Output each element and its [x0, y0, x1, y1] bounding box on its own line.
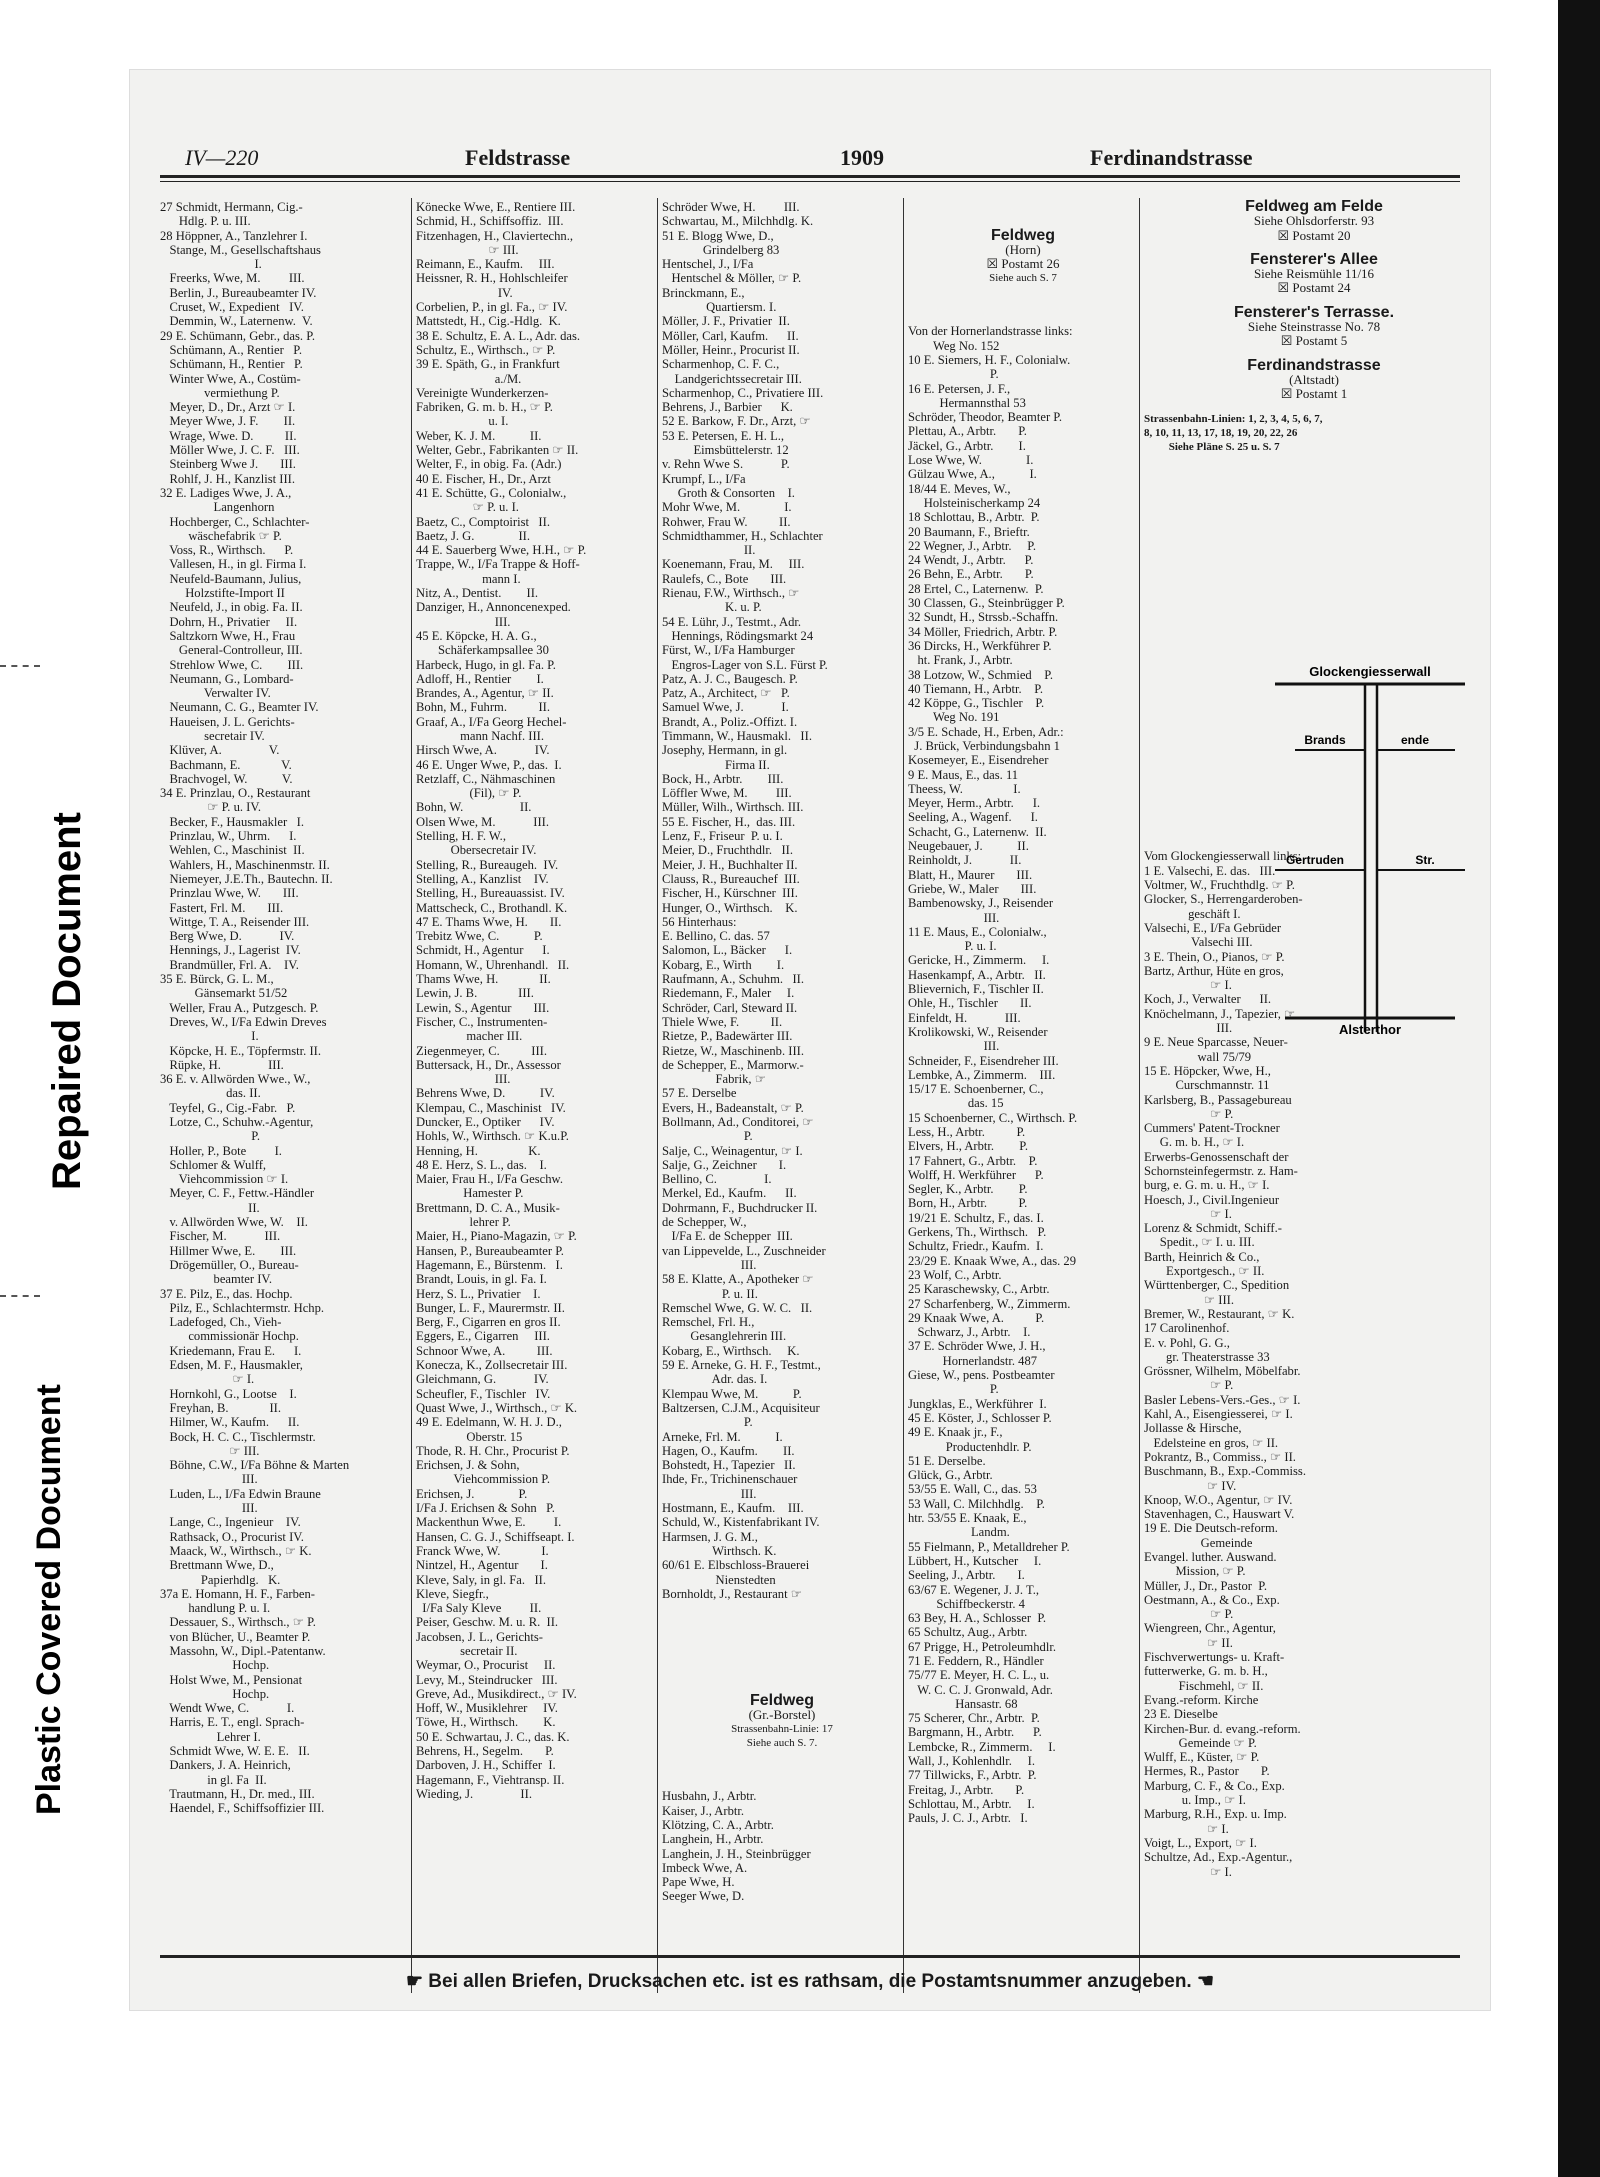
footer-text: Bei allen Briefen, Drucksachen etc. ist es rathsam, die Postamtsnummer anzugeben. — [428, 1971, 1192, 1992]
bottom-margin — [130, 2060, 1490, 2177]
postamt-label: ☒ Postamt 5 — [1280, 333, 1348, 349]
box-line: Siehe Steinstrasse No. 78 — [1247, 319, 1381, 335]
box-title: Feldweg am Felde — [1245, 198, 1383, 215]
cut-line — [0, 1295, 40, 1297]
column-4 — [908, 200, 1138, 1990]
map-label-str: Str. — [1415, 853, 1435, 867]
feldweg-horn-box — [908, 226, 1138, 286]
page-number: IV—220 — [185, 145, 259, 170]
box-line: Siehe auch S. 7. — [746, 1737, 818, 1750]
box-line: Siehe Reismühle 11/16 — [1253, 266, 1375, 282]
left-street-heading: Feldstrasse — [465, 145, 571, 170]
header-rule-thin — [160, 181, 1460, 182]
street-map — [1265, 660, 1475, 1040]
pointing-hand-icon: ☛ — [405, 1971, 429, 1992]
box-line: (Altstadt) — [1289, 371, 1339, 387]
column-3-gr-borstel — [662, 1665, 902, 1904]
plastic-covered-label: Plastic Covered Document — [30, 1384, 68, 1815]
column-3: Schröder Wwe, H. III. Schwartau, M., Milchhdlg. K. 51 E. Blogg Wwe, D., Grindelberg 83 Hentschel, J., I/Fa Hentschel & Möller, ☞ P. Brinckmann, E., Quartiersm. I. Möller, J. F., Privatier II. Möller, Carl, Kaufm. II. Möller, Heinr., Procurist II. Scharmenhop, C. F. C., Landgerichtssecretair III. Scharmenhop, C., Privatiere III. Behrens, J., Barbier K. 52 E. Barkow, F. Dr., Arzt, ☞ 53 E. Petersen, E. H. L., Eimsbüttelerstr. 12 v. Rehn Wwe S. P. Krumpf, L., I/Fa Groth & Consorten I. Mohr Wwe, M. I. Rohwer, Frau W. II. Schmidthammer, H., Schlachter II. Koenemann, Frau, M. III. Raulefs, C., Bote III. Rienau, F.W., Wirthsch., ☞ K. u. P. 54 E. Lühr, J., Testmt., Adr. Hennings, Rödingsmarkt 24 Fürst, W., I/Fa Hamburger Engros-Lager von S.L. Fürst P. Patz, A. J. C., Baugesch. P. Patz, A., Architect, ☞ P. Samuel Wwe, J. I. Brandt, A., Poliz.-Offizt. I. Timmann, W., Hausmakl. II. Josephy, Hermann, in gl. Firma II. Bock, H., Arbtr. III. Löffler Wwe, M. III. Müller, Wilh., Wirthsch. III. 55 E. Fischer, H., das. III. Lenz, F., Friseur P. u. I. Meier, D., Fruchthdlr. II. Meier, J. H., Buchhalter II. Clauss, R., Bureauchef III. Fischer, H., Kürschner III. Hunger, O., Wirthsch. K. 56 Hinterhaus: E. Bellino, C. das. 57 Salomon, L., Bäcker I. Kobarg, E., Wirth I. Raufmann, A., Schuhm. II. Riedemann, F., Maler I. Schröder, Carl, Steward II. Thiele Wwe, F. II. Rietze, P., Badewärter III. Rietze, W., Maschinenb. III. de Schepper, E., Marmorw.- Fabrik, ☞ 57 E. Derselbe Evers, H., Badeanstalt, ☞ P. Bollmann, Ad., Conditorei, ☞ P. Salje, C., Weinagentur, ☞ I. Salje, G., Zeichner I. Bellino, C. I. Merkel, Ed., Kaufm. II. Dohrmann, F., Buchdrucker II. de Schepper, W., I/Fa E. de Schepper III. van Lippevelde, L., Zuschneider III. 58 E. Klatte, A., Apotheker ☞ P. u. II. Remschel Wwe, G. W. C. II. Remschel, Frl. H., Gesanglehrerin III. Kobarg, E., Wirthsch. K. 59 E. Arneke, G. H. F., Testmt., Adr. das. I. Klempau Wwe, M. P. Baltzersen, C.J.M., Acquisiteur P. Arneke, Frl. M. I. Hagen, O., Kaufm. II. Bohstedt, H., Tapezier II. Ihde, Fr., Trichinenschauer III. Hostmann, E., Kaufm. III. Schuld, W., Kistenfabrikant IV. Harmsen, J. G. M., Wirthsch. K. 60/61 E. Elbschloss-Brauerei Nienstedten Bornholdt, J., Restaurant ☞ — [662, 200, 828, 1601]
column-divider — [411, 198, 412, 1993]
footer-note — [160, 1970, 1460, 1993]
tram-lines: Strassenbahn-Linien: 1, 2, 3, 4, 5, 6, 7, 8, 10, 11, 13, 17, 18, 19, 20, 22, 26 Siehe Pläne S. 25 u. S. 7 — [1144, 412, 1323, 454]
box-line: Strassenbahn-Linie: 17 — [731, 1723, 833, 1736]
box-line: Siehe auch S. 7 — [989, 272, 1057, 285]
box-line: Siehe Ohlsdorferstr. 93 — [1253, 213, 1375, 229]
column-2: Könecke Wwe, E., Rentiere III. Schmid, H., Schiffsoffiz. III. Fitzenhagen, H., Claviertechn., ☞ III. Reimann, E., Kaufm. III. Heissner, R. H., Hohlschleifer IV. Corbelien, P., in gl. Fa., ☞ IV. Mattstedt, H., Cig.-Hdlg. K. 38 E. Schultz, E. A. L., Adr. das. Schultz, E., Wirthsch., ☞ P. 39 E. Späth, G., in Frankfurt a./M. Vereinigte Wunderkerzen- Fabriken, G. m. b. H., ☞ P. u. I. Weber, K. J. M. II. Welter, Gebr., Fabrikanten ☞ II. Welter, F., in obig. Fa. (Adr.) 40 E. Fischer, H., Dr., Arzt 41 E. Schütte, G., Colonialw., ☞ P. u. I. Baetz, C., Comptoirist II. Baetz, J. G. II. 44 E. Sauerberg Wwe, H.H., ☞ P. Trappe, W., I/Fa Trappe & Hoff- mann I. Nitz, A., Dentist. II. Danziger, H., Annoncenexped. III. 45 E. Köpcke, H. A. G., Schäferkampsallee 30 Harbeck, Hugo, in gl. Fa. P. Adloff, H., Rentier I. Brandes, A., Agentur, ☞ II. Bohn, M., Fuhrm. II. Graaf, A., I/Fa Georg Hechel- mann Nachf. III. Hirsch Wwe, A. IV. 46 E. Unger Wwe, P., das. I. Retzlaff, C., Nähmaschinen (Fil), ☞ P. Bohn, W. II. Olsen Wwe, M. III. Stelling, H. F. W., Obersecretair IV. Stelling, R., Bureaugeh. IV. Stelling, A., Kanzlist IV. Stelling, H., Bureauassist. IV. Mattscheck, C., Brothandl. K. 47 E. Thams Wwe, H. II. Trebitz Wwe, C. P. Schmidt, H., Agentur I. Homann, W., Uhrenhandl. II. Thams Wwe, H. II. Lewin, J. B. III. Lewin, S., Agentur III. Fischer, C., Instrumenten- macher III. Ziegenmeyer, C. III. Buttersack, H., Dr., Assessor III. Behrens Wwe, D. IV. Klempau, C., Maschinist IV. Duncker, E., Optiker IV. Hohls, W., Wirthsch. ☞ K.u.P. Henning, H. K. 48 E. Herz, S. L., das. I. Maier, Frau H., I/Fa Geschw. Hamester P. Brettmann, D. C. A., Musik- lehrer P. Maier, H., Piano-Magazin, ☞ P. Hansen, P., Bureaubeamter P. Hagemann, E., Bürstenm. I. Brandt, Louis, in gl. Fa. I. Herz, S. L., Privatier I. Bunger, L. F., Maurermstr. II. Berg, F., Cigarren en gros II. Eggers, E., Cigarren III. Schnoor Wwe, A. III. Konecza, K., Zollsecretair III. Gleichmann, G. IV. Scheufler, F., Tischler IV. Quast Wwe, J., Wirthsch., ☞ K. 49 E. Edelmann, W. H. J. D., Oberstr. 15 Thode, R. H. Chr., Procurist P. Erichsen, J. & Sohn, Viehcommission P. Erichsen, J. P. I/Fa J. Erichsen & Sohn P. Mackenthun Wwe, E. I. Hansen, C. G. J., Schiffseapt. I. Franck Wwe, W. I. Nintzel, H., Agentur I. Kleve, Saly, in gl. Fa. II. Kleve, Siegfr., I/Fa Saly Kleve II. Peiser, Geschw. M. u. R. II. Jacobsen, J. L., Gerichts- secretair II. Weymar, O., Procurist II. Levy, M., Steindrucker III. Greve, Ad., Musikdirect., ☞ IV. Hoff, W., Musiklehrer IV. Töwe, H., Wirthsch. K. 50 E. Schwartau, J. C., das. K. Behrens, H., Segelm. P. Darboven, J. H., Schiffer I. Hagemann, F., Viehtransp. II. Wieding, J. II. — [416, 200, 587, 1801]
postamt-label: ☒ Postamt 24 — [1277, 280, 1351, 296]
year-heading: 1909 — [840, 145, 884, 170]
map-label-ende: ende — [1400, 733, 1430, 747]
pointing-hand-icon: ☚ — [1191, 1971, 1215, 1992]
street-box — [1144, 200, 1484, 243]
header-rule — [160, 175, 1460, 178]
street-box — [1144, 303, 1484, 349]
street-box — [1144, 250, 1484, 296]
column-divider — [1139, 198, 1140, 1993]
directory-page — [130, 70, 1490, 2010]
page-header — [160, 145, 1460, 175]
box-subtitle: (Horn) — [1005, 241, 1041, 257]
page-edge — [1530, 0, 1600, 2177]
column-1: 27 Schmidt, Hermann, Cig.- Hdlg. P. u. III. 28 Höppner, A., Tanzlehrer I. Stange, M., Gesellschaftshaus I. Freerks, Wwe, M. III. Berlin, J., Bureaubeamter IV. Cruset, W., Expedient IV. Demmin, W., Laternenw. V. 29 E. Schümann, Gebr., das. P. Schümann, A., Rentier P. Schümann, H., Rentier P. Winter Wwe, A., Costüm- vermiethung P. Meyer, D., Dr., Arzt ☞ I. Meyer Wwe, J. F. II. Wrage, Wwe. D. II. Möller Wwe, J. C. F. III. Steinberg Wwe J. III. Rohlf, J. H., Kanzlist III. 32 E. Ladiges Wwe, J. A., Langenhorn Hochberger, C., Schlachter- wäschefabrik ☞ P. Voss, R., Wirthsch. P. Vallesen, H., in gl. Firma I. Neufeld-Baumann, Julius, Holzstifte-Import II Neufeld, J., in obig. Fa. II. Dohrn, H., Privatier II. Saltzkorn Wwe, H., Frau General-Controlleur, III. Strehlow Wwe, C. III. Neumann, G., Lombard- Verwalter IV. Neumann, C. G., Beamter IV. Haueisen, J. L. Gerichts- secretair IV. Klüver, A. V. Bachmann, E. V. Brachvogel, W. V. 34 E. Prinzlau, O., Restaurant ☞ P. u. IV. Becker, F., Hausmakler I. Prinzlau, W., Uhrm. I. Wehlen, C., Maschinist II. Wahlers, H., Maschinenmstr. II. Niemeyer, J.E.Th., Bautechn. II. Prinzlau Wwe, W. III. Fastert, Frl. M. III. Wittge, T. A., Reisender III. Berg Wwe, D. IV. Hennings, J., Lagerist IV. Brandmüller, Frl. A. IV. 35 E. Bürck, G. L. M., Gänsemarkt 51/52 Weller, Frau A., Putzgesch. P. Dreves, W., I/Fa Edwin Dreves I. Köpcke, H. E., Töpfermstr. II. Rüpke, H. III. 36 E. v. Allwörden Wwe., W., das. II. Teyfel, G., Cig.-Fabr. P. Lotze, C., Schuhw.-Agentur, P. Holler, P., Bote I. Schlomer & Wulff, Viehcommission ☞ I. Meyer, C. F., Fettw.-Händler II. v. Allwörden Wwe, W. II. Fischer, M. III. Hillmer Wwe, E. III. Drögemüller, O., Bureau- beamter IV. 37 E. Pilz, E., das. Hochp. Pilz, E., Schlachtermstr. Hchp. Ladefoged, Ch., Vieh- commissionär Hochp. Kriedemann, Frau E. I. Edsen, M. F., Hausmakler, ☞ I. Hornkohl, G., Lootse I. Freyhan, B. II. Hilmer, W., Kaufm. II. Bock, H. C. C., Tischlermstr. ☞ III. Böhne, C.W., I/Fa Böhne & Marten III. Luden, L., I/Fa Edwin Braune III. Lange, C., Ingenieur IV. Rathsack, O., Procurist IV. Maack, W., Wirthsch., ☞ K. Brettmann Wwe, D., Papierhdlg. K. 37a E. Homann, H. F., Farben- handlung P. u. I. Dessauer, S., Wirthsch., ☞ P. von Blücher, U., Beamter P. Massohn, W., Dipl.-Patentanw. Hochp. Holst Wwe, M., Pensionat Hochp. Wendt Wwe, C. I. Harris, E. T., engl. Sprach- Lehrer I. Schmidt Wwe, W. E. E. II. Dankers, J. A. Heinrich, in gl. Fa II. Trautmann, H., Dr. med., III. Haendel, F., Schiffsoffizier III. — [160, 200, 350, 1816]
right-street-heading: Ferdinandstrasse — [1090, 145, 1253, 170]
spine-strip — [0, 0, 30, 2177]
horn-entries: Von der Hornerlandstrasse links: Weg No. 152 10 E. Siemers, H. F., Colonialw. P. 16 E. Petersen, J. F., Hermannsthal 53 Schröder, Theodor, Beamter P. Plettau, A., Arbtr. P. Jäckel, G., Arbtr. I. Lose Wwe, W. I. Gülzau Wwe, A., I. 18/44 E. Meves, W., Holsteinischerkamp 24 18 Schlottau, B., Arbtr. P. 20 Baumann, F., Brieftr. 22 Wegner, J., Arbtr. P. 24 Wendt, J., Arbtr. P. 26 Behn, E., Arbtr. P. 28 Ertel, C., Laternenw. P. 30 Classen, G., Steinbrügger P. 32 Sundt, H., Strssb.-Schaffn. 34 Möller, Friedrich, Arbtr. P. 36 Dircks, H., Werkführer P. ht. Frank, J., Arbtr. 38 Lotzow, W., Schmied P. 40 Tiemann, H., Arbtr. P. 42 Köppe, G., Tischler P. Weg No. 191 3/5 E. Schade, H., Erben, Adr.: J. Brück, Verbindungsbahn 1 Kosemeyer, E., Eisendreher 9 E. Maus, E., das. 11 Theess, W. I. Meyer, Herm., Arbtr. I. Seeling, A., Wagenf. I. Schacht, G., Laternenw. II. Neugebauer, J. II. Reinholdt, J. II. Blatt, H., Maurer III. Griebe, W., Maler III. Bambenowsky, J., Reisender III. 11 E. Maus, E., Colonialw., P. u. I. Gericke, H., Zimmerm. I. Hasenkampf, A., Arbtr. II. Blievernich, F., Tischler II. Ohle, H., Tischler II. Einfeldt, H. III. Krolikowski, W., Reisender III. Schneider, F., Eisendreher III. Lembke, A., Zimmerm. III. 15/17 E. Schoenberner, C., das. 15 15 Schoenberner, C., Wirthsch. P. Less, H., Arbtr. P. Elvers, H., Arbtr. P. 17 Fahnert, G., Arbtr. P. Wolff, H. Werkführer P. Segler, K., Arbtr. P. Born, H., Arbtr. P. 19/21 E. Schultz, F., das. I. Gerkens, Th., Wirthsch. P. Schultz, Friedr., Kaufm. I. 23/29 E. Knaak Wwe, A., das. 29 23 Wolf, C., Arbtr. 25 Karaschewsky, C., Arbtr. 27 Scharfenberg, W., Zimmerm. 29 Knaak Wwe, A. P. Schwarz, J., Arbtr. I. 37 E. Schröder Wwe, J. H., Hornerlandstr. 487 Giese, W., pens. Postbeamter P. Jungklas, E., Werkführer I. 45 E. Köster, J., Schlosser P. 49 E. Knaak jr., F., Productenhdlr. P. 51 E. Derselbe. Glück, G., Arbtr. 53/55 E. Wall, C., das. 53 53 Wall, C. Milchhdlg. P. htr. 53/55 E. Knaak, E., Landm. 55 Fielmann, P., Metalldreher P. Lübbert, H., Kutscher I. Seeling, J., Arbtr. I. 63/67 E. Wegener, J. J. T., Schiffbeckerstr. 4 63 Bey, H. A., Schlosser P. 65 Schultz, Aug., Arbtr. 67 Prigge, H., Petroleumhdlr. 71 E. Feddern, R., Händler 75/77 E. Meyer, H. C. L., u. W. C. C. J. Gronwald, Adr. Hansastr. 68 75 Scherer, Chr., Arbtr. P. Bargmann, H., Arbtr. P. Lembcke, R., Zimmerm. I. Wall, J., Kohlenhdlr. I. 77 Tillwicks, F., Arbtr. P. Freitag, J., Arbtr. P. Schlottau, M., Arbtr. I. Pauls, J. C. J., Arbtr. I. — [908, 324, 1078, 1826]
map-label-brands: Brands — [1304, 733, 1346, 747]
postamt-label: ☒ Postamt 26 — [986, 256, 1060, 272]
postamt-label: ☒ Postamt 20 — [1277, 227, 1351, 243]
map-label-top: Glockengiesserwall — [1309, 664, 1431, 679]
box-title: Fensterer's Terrasse. — [1233, 303, 1395, 321]
repaired-document-label: Repaired Document — [45, 812, 89, 1190]
postamt-label: ☒ Postamt 1 — [1280, 386, 1348, 402]
cut-line — [0, 665, 40, 667]
gr-borstel-entries: Husbahn, J., Arbtr. Kaiser, J., Arbtr. Klötzing, C. A., Arbtr. Langhein, H., Arbtr. Langhein, J. H., Steinbrügger Imbeck Wwe, A. Pape Wwe, H. Seeger Wwe, D. — [662, 1789, 811, 1904]
ferdinandstrasse-entries: Vom Glockengiesserwall links: 1 E. Valsechi, E. das. III. Voltmer, W., Fruchthdlg. ☞ P. Glocker, S., Herrengarderoben- geschäft I. Valsechi, E., I/Fa Gebrüder Valsechi III. 3 E. Thein, O., Pianos, ☞ P. Bartz, Arthur, Hüte en gros, ☞ I. Koch, J., Verwalter II. Knöchelmann, J., Tapezier, ☞ III. 9 E. Neue Sparcasse, Neuer- wall 75/79 15 E. Höpcker, Wwe, H., Curschmannstr. 11 Karlsberg, B., Passagebureau ☞ P. Cummers' Patent-Trockner G. m. b. H., ☞ I. Erwerbs-Genossenschaft der Schornsteinfegermstr. z. Ham- burg, e. G. m. u. H., ☞ I. Hoesch, J., Civil.Ingenieur ☞ I. Lorenz & Schmidt, Schiff.- Spedit., ☞ I. u. III. Barth, Heinrich & Co., Exportgesch., ☞ II. Württenberger, C., Spedition ☞ III. Bremer, W., Restaurant, ☞ K. 17 Carolinenhof. E. v. Pohl, G. G., gr. Theaterstrasse 33 Grössner, Wilhelm, Möbelfabr. ☞ P. Basler Lebens-Vers.-Ges., ☞ I. Kahl, A., Eisengiesserei, ☞ I. Jollasse & Hirsche, Edelsteine en gros, ☞ II. Pokrantz, B., Commiss., ☞ II. Buschmann, B., Exp.-Commiss. ☞ IV. Knoop, W.O., Agentur, ☞ IV. Stavenhagen, C., Hauswart V. 19 E. Die Deutsch-reform. Gemeinde Evangel. luther. Auswand. Mission, ☞ P. Müller, J., Dr., Pastor P. Oestmann, A., & Co., Exp. ☞ P. Wiengreen, Chr., Agentur, ☞ II. Fischverwertungs- u. Kraft- futterwerke, G. m. b. H., Fischmehl, ☞ II. Evang.-reform. Kirche 23 E. Dieselbe Kirchen-Bur. d. evang.-reform. Gemeinde ☞ P. Wulff, E., Küster, ☞ P. Hermes, R., Pastor P. Marburg, C. F., & Co., Exp. u. Imp., ☞ I. Marburg, R.H., Exp. u. Imp. ☞ I. Voigt, L., Export, ☞ I. Schultze, Ad., Exp.-Agentur., ☞ I. — [1144, 849, 1306, 1879]
box-title: Fensterer's Allee — [1250, 250, 1378, 268]
street-box — [1144, 356, 1484, 402]
box-subtitle: (Gr.-Borstel) — [748, 1706, 816, 1722]
box-title: Feldweg — [990, 226, 1055, 244]
footer-rule — [160, 1955, 1460, 1958]
column-divider — [657, 198, 658, 1993]
box-title: Feldweg — [749, 1691, 814, 1709]
feldweg-gr-borstel-box — [662, 1691, 902, 1751]
map-label-bottom: Alsterthor — [1338, 1022, 1402, 1037]
box-title: Ferdinandstrasse — [1247, 356, 1381, 374]
map-label-gertruden: Gertruden — [1285, 853, 1345, 867]
column-5 — [1144, 200, 1484, 1990]
column-divider — [903, 198, 904, 1993]
